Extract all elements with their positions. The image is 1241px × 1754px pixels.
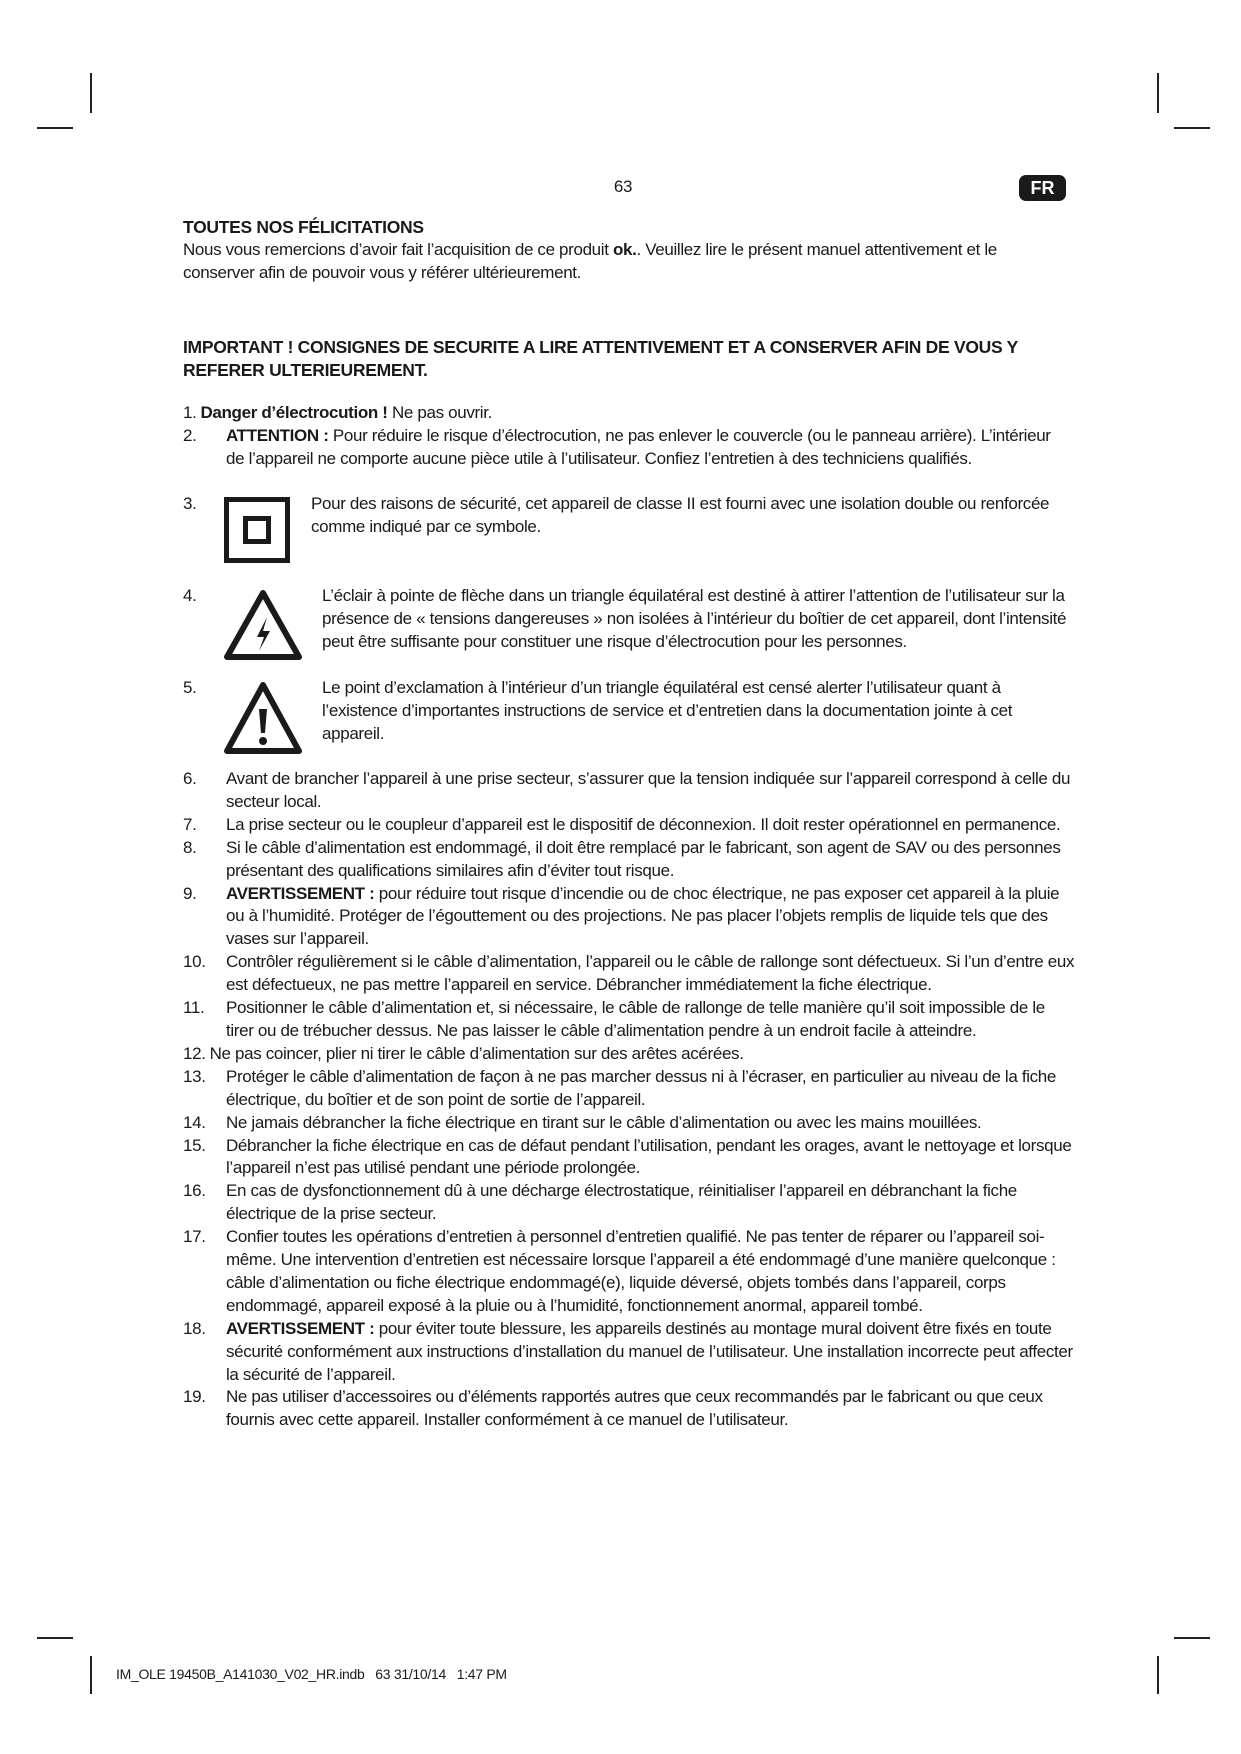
list-item xyxy=(183,1043,1076,1066)
list-item xyxy=(183,1066,1076,1112)
item-number: 10. xyxy=(183,952,206,972)
safety-list-a xyxy=(183,402,1069,471)
intro-text: . Veuillez lire le présent manuel attentivement et le conserver afin de pouvoir vous y référer ultérieurement. xyxy=(183,240,997,282)
list-item xyxy=(183,837,1076,883)
item-text: Ne pas ouvrir. xyxy=(387,403,492,422)
lightning-warning-triangle-icon xyxy=(223,589,303,661)
item-bold: AVERTISSEMENT : xyxy=(226,1318,375,1338)
list-item xyxy=(183,814,1076,837)
list-item xyxy=(183,768,1076,814)
item-text: Ne jamais débrancher la fiche électrique en tirant sur le câble d’alimentation ou avec les mains mouillées. xyxy=(226,1112,982,1132)
class-ii-double-insulation-icon xyxy=(224,497,290,563)
item-text: pour réduire tout risque d’incendie ou de choc électrique, ne pas exposer cet appareil à la pluie ou à l’humidité. Protéger de l’égouttement ou des projections. Ne pas placer l’objets remplis de liquide tels que des vases sur l’appareil. xyxy=(226,883,1060,949)
item-text: La prise secteur ou le coupleur d’appareil est le dispositif de déconnexion. Il doit rester opérationnel en permanence. xyxy=(226,814,1061,834)
list-item xyxy=(183,425,1069,471)
list-item xyxy=(183,1226,1076,1318)
item-text: Débrancher la fiche électrique en cas de défaut pendant l’utilisation, pendant les orages, avant le nettoyage et lorsque l’appareil n’est pas utilisé pendant une période prolongée. xyxy=(226,1135,1072,1178)
intro-title: TOUTES NOS FÉLICITATIONS xyxy=(183,217,424,237)
safety-list-b xyxy=(183,768,1076,1432)
exclamation-warning-triangle-icon xyxy=(223,681,303,755)
item-number: 2. xyxy=(183,425,197,445)
item-number: 8. xyxy=(183,837,197,857)
crop-mark xyxy=(37,127,73,129)
item-text: En cas de dysfonctionnement dû à une décharge électrostatique, réinitialiser l’appareil en débranchant la fiche électrique de la prise secteur. xyxy=(226,1181,1017,1224)
list-item xyxy=(183,1135,1076,1181)
crop-mark xyxy=(1174,1637,1210,1639)
language-badge: FR xyxy=(1019,175,1066,201)
crop-mark xyxy=(1174,127,1210,129)
list-item xyxy=(183,1318,1076,1387)
list-item xyxy=(183,585,1069,677)
item-number: 3. xyxy=(183,494,197,513)
item-text: Protéger le câble d’alimentation de façon à ne pas marcher dessus ni à l’écraser, en particulier au niveau de la fiche électrique, du boîtier et de son point de sortie de l’appareil. xyxy=(226,1066,1056,1109)
item-text: L’éclair à pointe de flèche dans un triangle équilatéral est destiné à attirer l’attention de l’utilisateur sur la présence de « tensions dangereuses » non isolées à l’intérieur du boîtier de cet appareil, dont l’intensité peut être suffisante pour constituer une risque d’électrocution pour les personnes. xyxy=(322,586,1067,651)
item-number: 4. xyxy=(183,586,197,605)
item-text: Positionner le câble d’alimentation et, si nécessaire, le câble de rallonge de telle manière qu’il soit impossible de le tirer ou de trébucher dessus. Ne pas laisser le câble d’alimentation pendre à un endroit facile à atteindre. xyxy=(226,998,1045,1040)
crop-mark xyxy=(90,1656,92,1694)
item-number: 1. xyxy=(183,403,197,422)
list-item xyxy=(183,997,1076,1043)
item-number: 5. xyxy=(183,678,197,697)
item-text: Ne pas utiliser d’accessoires ou d’éléments rapportés autres que ceux recommandés par le fabricant ou que ceux fournis avec cette appareil. Installer conformément à ce manuel de l’utilisateur. xyxy=(226,1387,1043,1430)
item-number: 17. xyxy=(183,1227,206,1247)
item-number: 7. xyxy=(183,814,197,834)
crop-mark xyxy=(37,1637,73,1639)
item-text: Contrôler régulièrement si le câble d’alimentation, l’appareil ou le câble de rallonge sont défectueux. Si l’un d’entre eux est défectueux, ne pas mettre l’appareil en service. Débrancher immédiatement la fiche électrique. xyxy=(226,952,1075,995)
safety-title: IMPORTANT ! CONSIGNES DE SECURITE A LIRE ATTENTIVEMENT ET A CONSERVER AFIN DE VOUS Y REFERER ULTERIEUREMENT. xyxy=(183,337,1018,380)
item-text: pour éviter toute blessure, les appareils destinés au montage mural doivent être fixés en toute sécurité conformément aux instructions d’installation du manuel de l’utilisateur. Une installation incorrecte peut affecter la sécurité de l’appareil. xyxy=(226,1318,1073,1384)
item-number: 9. xyxy=(183,883,197,903)
item-number: 13. xyxy=(183,1066,206,1086)
list-item xyxy=(183,677,1069,761)
item-text: Avant de brancher l’appareil à une prise secteur, s’assurer que la tension indiquée sur l’appareil correspond à celle du secteur local. xyxy=(226,769,1071,811)
crop-mark xyxy=(1157,73,1159,113)
intro-paragraph xyxy=(183,239,1013,285)
list-item xyxy=(183,951,1076,997)
item-number: 6. xyxy=(183,769,197,788)
list-item xyxy=(183,402,1069,425)
item-number: 19. xyxy=(183,1387,206,1407)
intro-text: Nous vous remercions d’avoir fait l’acquisition de ce produit xyxy=(183,240,613,259)
crop-mark xyxy=(1157,1656,1159,1694)
item-text: Si le câble d’alimentation est endommagé, il doit être remplacé par le fabricant, son agent de SAV ou des personnes présentant des qualifications similaires afin d’éviter tout risque. xyxy=(226,837,1061,880)
list-item xyxy=(183,1180,1076,1226)
item-number: 18. xyxy=(183,1318,206,1338)
item-text: Ne pas coincer, plier ni tirer le câble d’alimentation sur des arêtes acérées. xyxy=(209,1043,744,1063)
crop-mark xyxy=(90,73,92,113)
item-bold: Danger d’électrocution ! xyxy=(200,403,388,422)
print-slug: IM_OLE 19450B_A141030_V02_HR.indb 63 31/10/14 1:47 PM xyxy=(116,1666,507,1682)
item-text: Confier toutes les opérations d’entretien à personnel d’entretien qualifié. Ne pas tenter de réparer ou l’appareil soi-même. Une intervention d’entretien est nécessaire lorsque l’appareil a été endommagé d’une manière quelconque : câble d’alimentation ou fiche électrique endommagé(e), liquide déversé, objets tombés dans l’appareil, corps endommagé, appareil exposé à la pluie ou à l’humidité, fonctionnement anormal, appareil tombé. xyxy=(226,1227,1056,1315)
item-number: 14. xyxy=(183,1112,206,1132)
list-item xyxy=(183,1112,1076,1135)
item-number: 11. xyxy=(183,998,205,1018)
item-number: 15. xyxy=(183,1135,206,1155)
brand-name: ok. xyxy=(612,240,637,259)
item-text: Pour des raisons de sécurité, cet appareil de classe II est fourni avec une isolation double ou renforcée comme indiqué par ce symbole. xyxy=(311,494,1050,536)
item-bold: ATTENTION : xyxy=(226,425,329,445)
item-bold: AVERTISSEMENT : xyxy=(226,883,375,903)
list-item xyxy=(183,493,1069,578)
page-number: 63 xyxy=(613,177,633,196)
item-number: 16. xyxy=(183,1181,206,1201)
list-item xyxy=(183,1386,1076,1432)
item-number: 12. xyxy=(183,1043,206,1063)
item-text: Le point d’exclamation à l’intérieur d’un triangle équilatéral est censé alerter l’utilisateur quant à l’existence d’importantes instructions de service et d’entretien dans la documentation jointe à cet appareil. xyxy=(322,678,1013,743)
item-text: Pour réduire le risque d’électrocution, ne pas enlever le couvercle (ou le panneau arrière). L’intérieur de l’appareil ne comporte aucune pièce utile à l’utilisateur. Confiez l’entretien à des techniciens qualifiés. xyxy=(226,425,1051,468)
list-item xyxy=(183,883,1076,952)
